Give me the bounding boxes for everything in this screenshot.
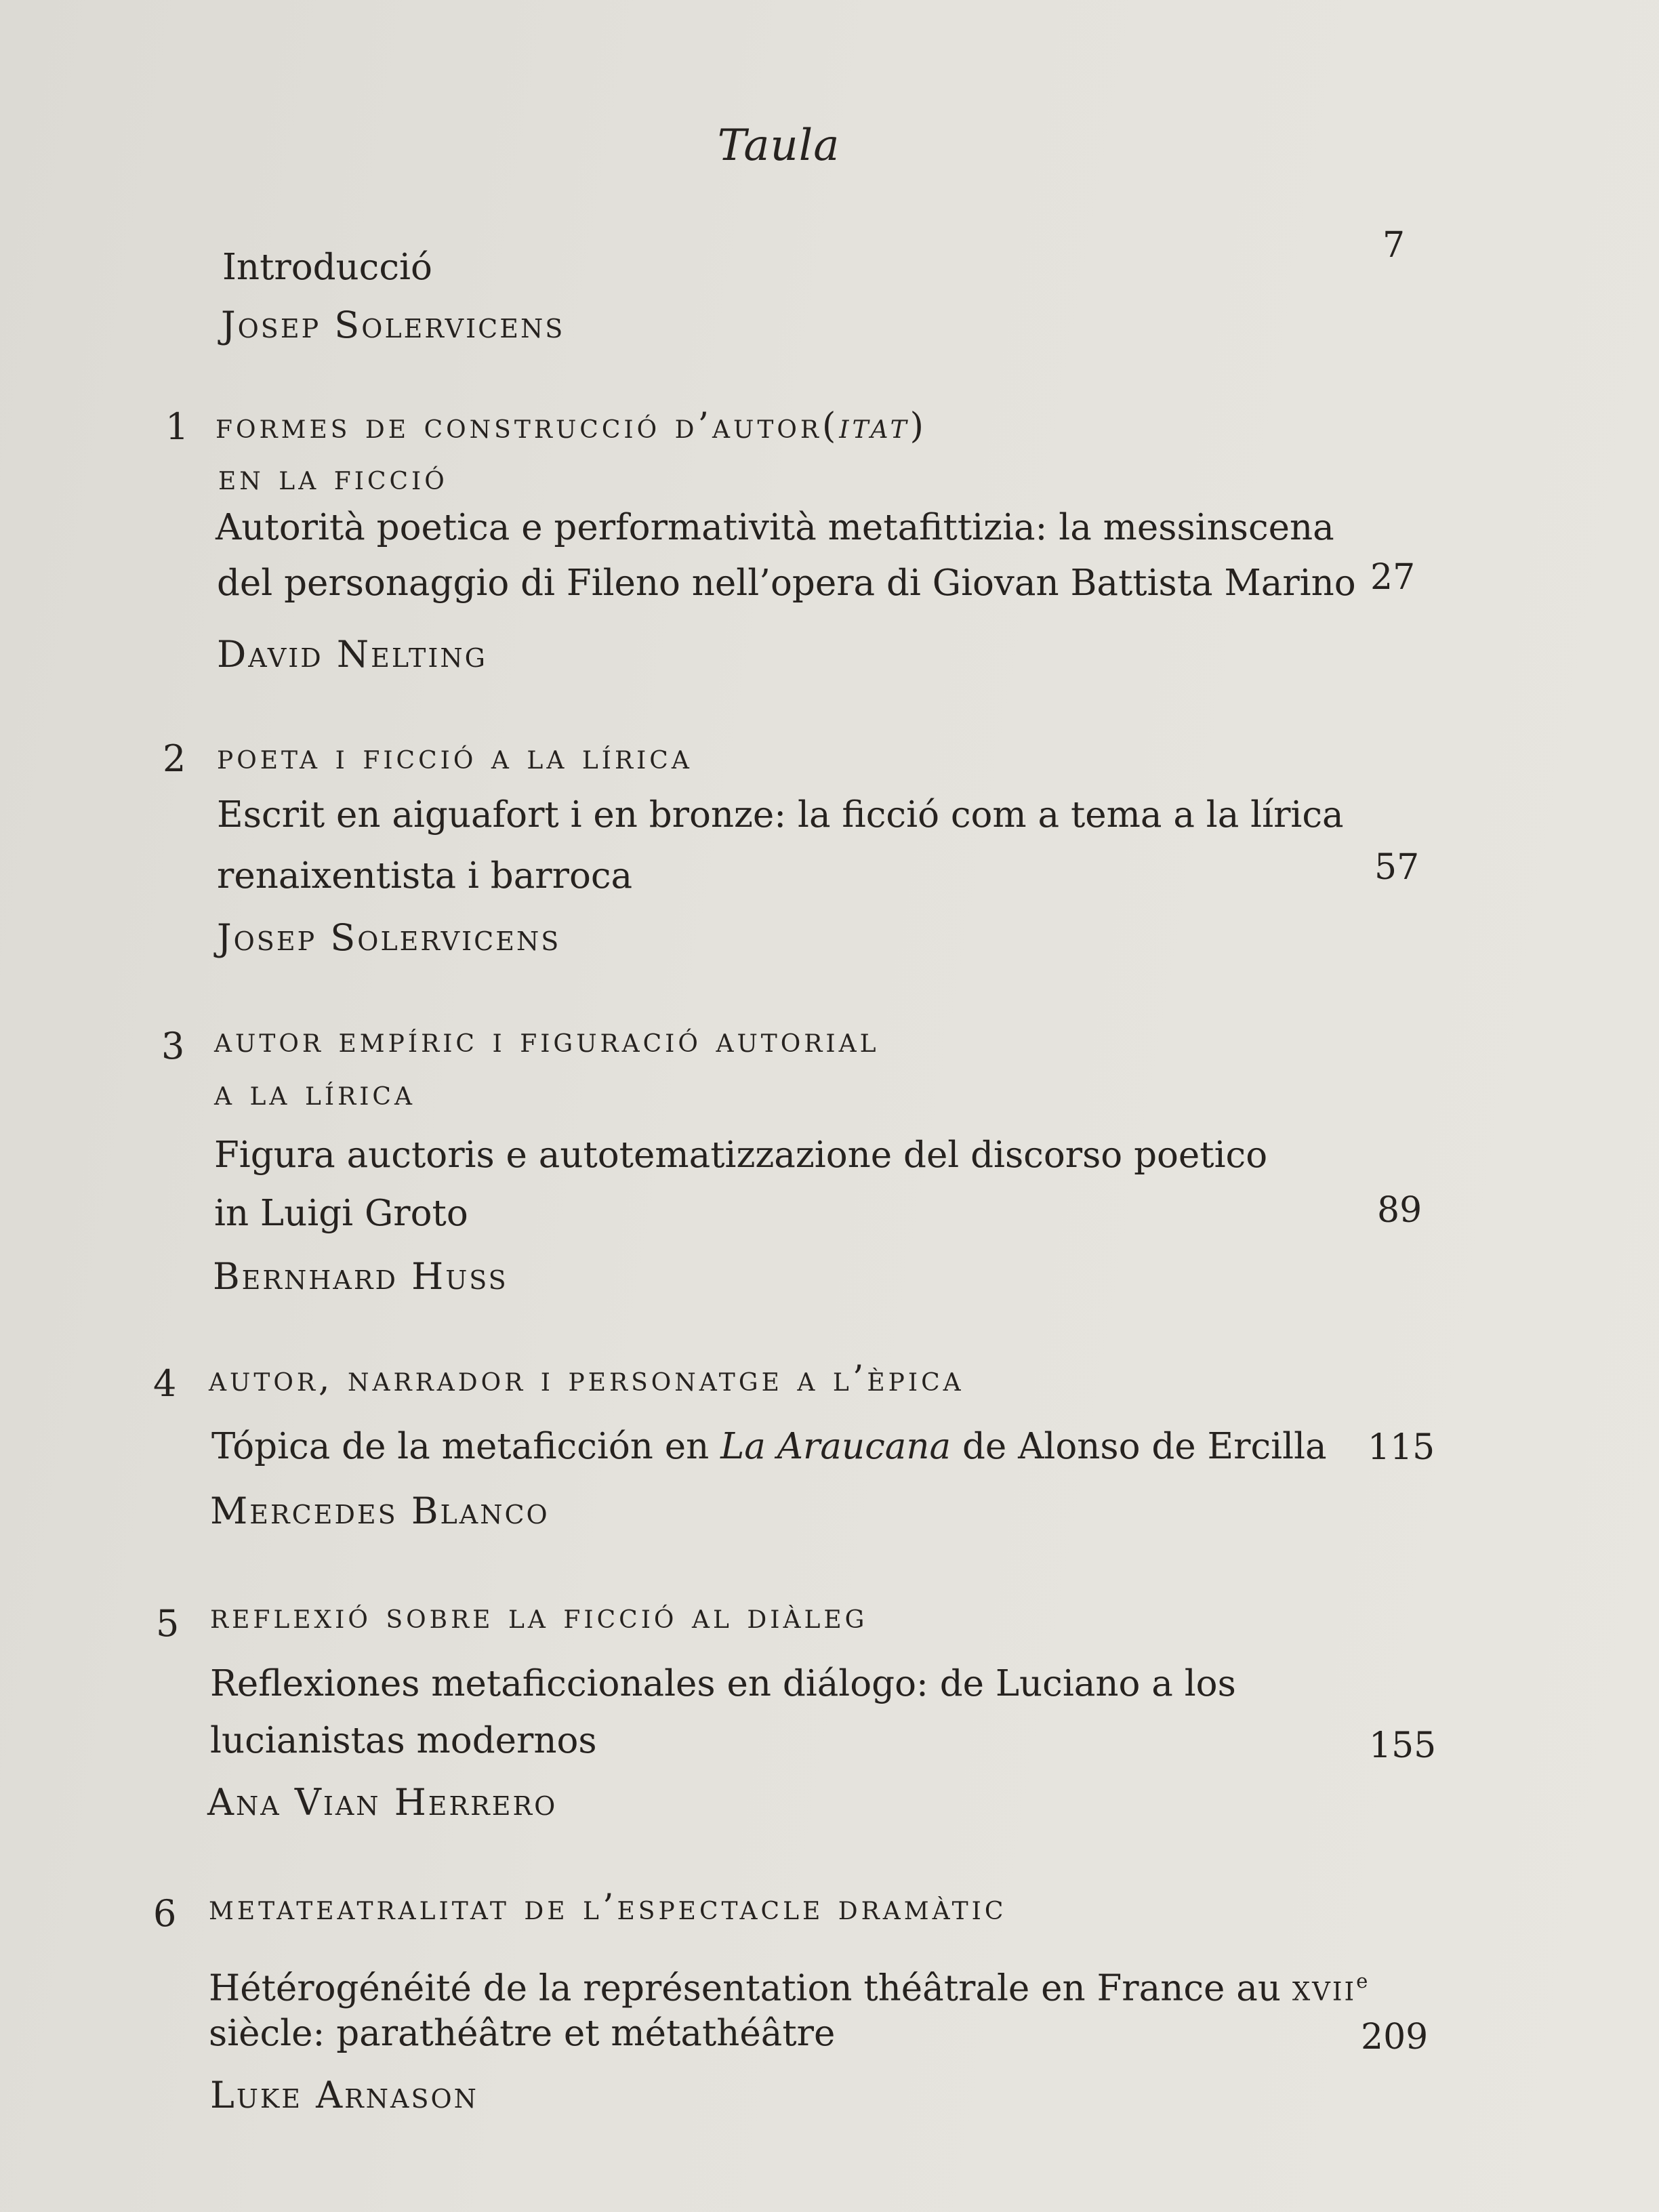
article-author: Josep Solervicens bbox=[217, 916, 561, 959]
section-number: 4 bbox=[153, 1362, 177, 1405]
section-title-italic-part: itat bbox=[839, 406, 910, 447]
section-title: poeta i ficció a la lírica bbox=[217, 737, 693, 777]
page-number: 209 bbox=[1361, 2017, 1429, 2057]
page-number: 89 bbox=[1377, 1190, 1422, 1231]
superscript: e bbox=[1356, 1969, 1368, 1992]
page-number: 155 bbox=[1369, 1725, 1437, 1766]
section-title: metateatralitat de l’espectacle dramàtic bbox=[209, 1887, 1007, 1928]
section-title-line2: a la lírica bbox=[214, 1073, 415, 1113]
section-number: 5 bbox=[156, 1602, 180, 1645]
section-title-part: ) bbox=[909, 406, 927, 447]
section-number: 1 bbox=[165, 405, 189, 448]
century-numeral: xvii bbox=[1292, 1967, 1357, 2009]
article-title-line2: siècle: parathéâtre et métathéâtre bbox=[209, 2013, 836, 2054]
article-title-line1: Reflexiones metaficcionales en diálogo: de Luciano a los bbox=[210, 1663, 1236, 1704]
page-title: Taula bbox=[717, 121, 840, 171]
article-title-line2: lucianistas modernos bbox=[210, 1720, 597, 1761]
article-title-line2: del personaggio di Fileno nell’opera di Giovan Battista Marino bbox=[217, 562, 1356, 604]
article-title-part: Hétérogénéité de la représentation théâtrale en France au bbox=[209, 1967, 1292, 2009]
intro-page-number: 7 bbox=[1382, 225, 1406, 266]
article-author: Bernhard Huss bbox=[213, 1255, 508, 1298]
intro-author: Josep Solervicens bbox=[221, 304, 565, 346]
article-title-line1: Figura auctoris e autotematizzazione del discorso poetico bbox=[214, 1134, 1268, 1176]
article-title bbox=[211, 1418, 1327, 1476]
article-author: Mercedes Blanco bbox=[210, 1490, 550, 1532]
article-title-line1: Autorità poetica e performatività metafittizia: la messinscena bbox=[216, 507, 1334, 548]
article-title-line2: in Luigi Groto bbox=[214, 1193, 468, 1234]
page-number: 115 bbox=[1368, 1427, 1435, 1468]
article-title-italic-part: La Araucana bbox=[720, 1426, 951, 1467]
article-title-part: de Alonso de Ercilla bbox=[951, 1426, 1327, 1467]
article-author: Luke Arnason bbox=[210, 2074, 478, 2116]
section-title: autor, narrador i personatge a l’èpica bbox=[209, 1359, 964, 1399]
section-number: 6 bbox=[153, 1892, 177, 1935]
section-title-part: formes de construcció d’autor( bbox=[216, 406, 840, 447]
page-number: 57 bbox=[1374, 847, 1420, 888]
article-title-line2: renaixentista i barroca bbox=[217, 855, 633, 897]
section-number: 2 bbox=[163, 737, 186, 780]
intro-title: Introducció bbox=[222, 247, 432, 288]
section-number: 3 bbox=[161, 1025, 185, 1067]
article-author: David Nelting bbox=[217, 633, 488, 676]
section-title bbox=[216, 400, 927, 453]
section-title: autor empíric i figuració autorial bbox=[214, 1020, 880, 1061]
article-title-line1: Escrit en aiguafort i en bronze: la ficció com a tema a la lírica bbox=[217, 794, 1344, 836]
section-title: reflexió sobre la ficció al diàleg bbox=[210, 1596, 868, 1637]
article-author: Ana Vian Herrero bbox=[207, 1781, 558, 1824]
page-number: 27 bbox=[1370, 557, 1416, 598]
section-title-line2: en la ficció bbox=[218, 457, 448, 498]
article-title-part: Tópica de la metaficción en bbox=[211, 1426, 721, 1467]
